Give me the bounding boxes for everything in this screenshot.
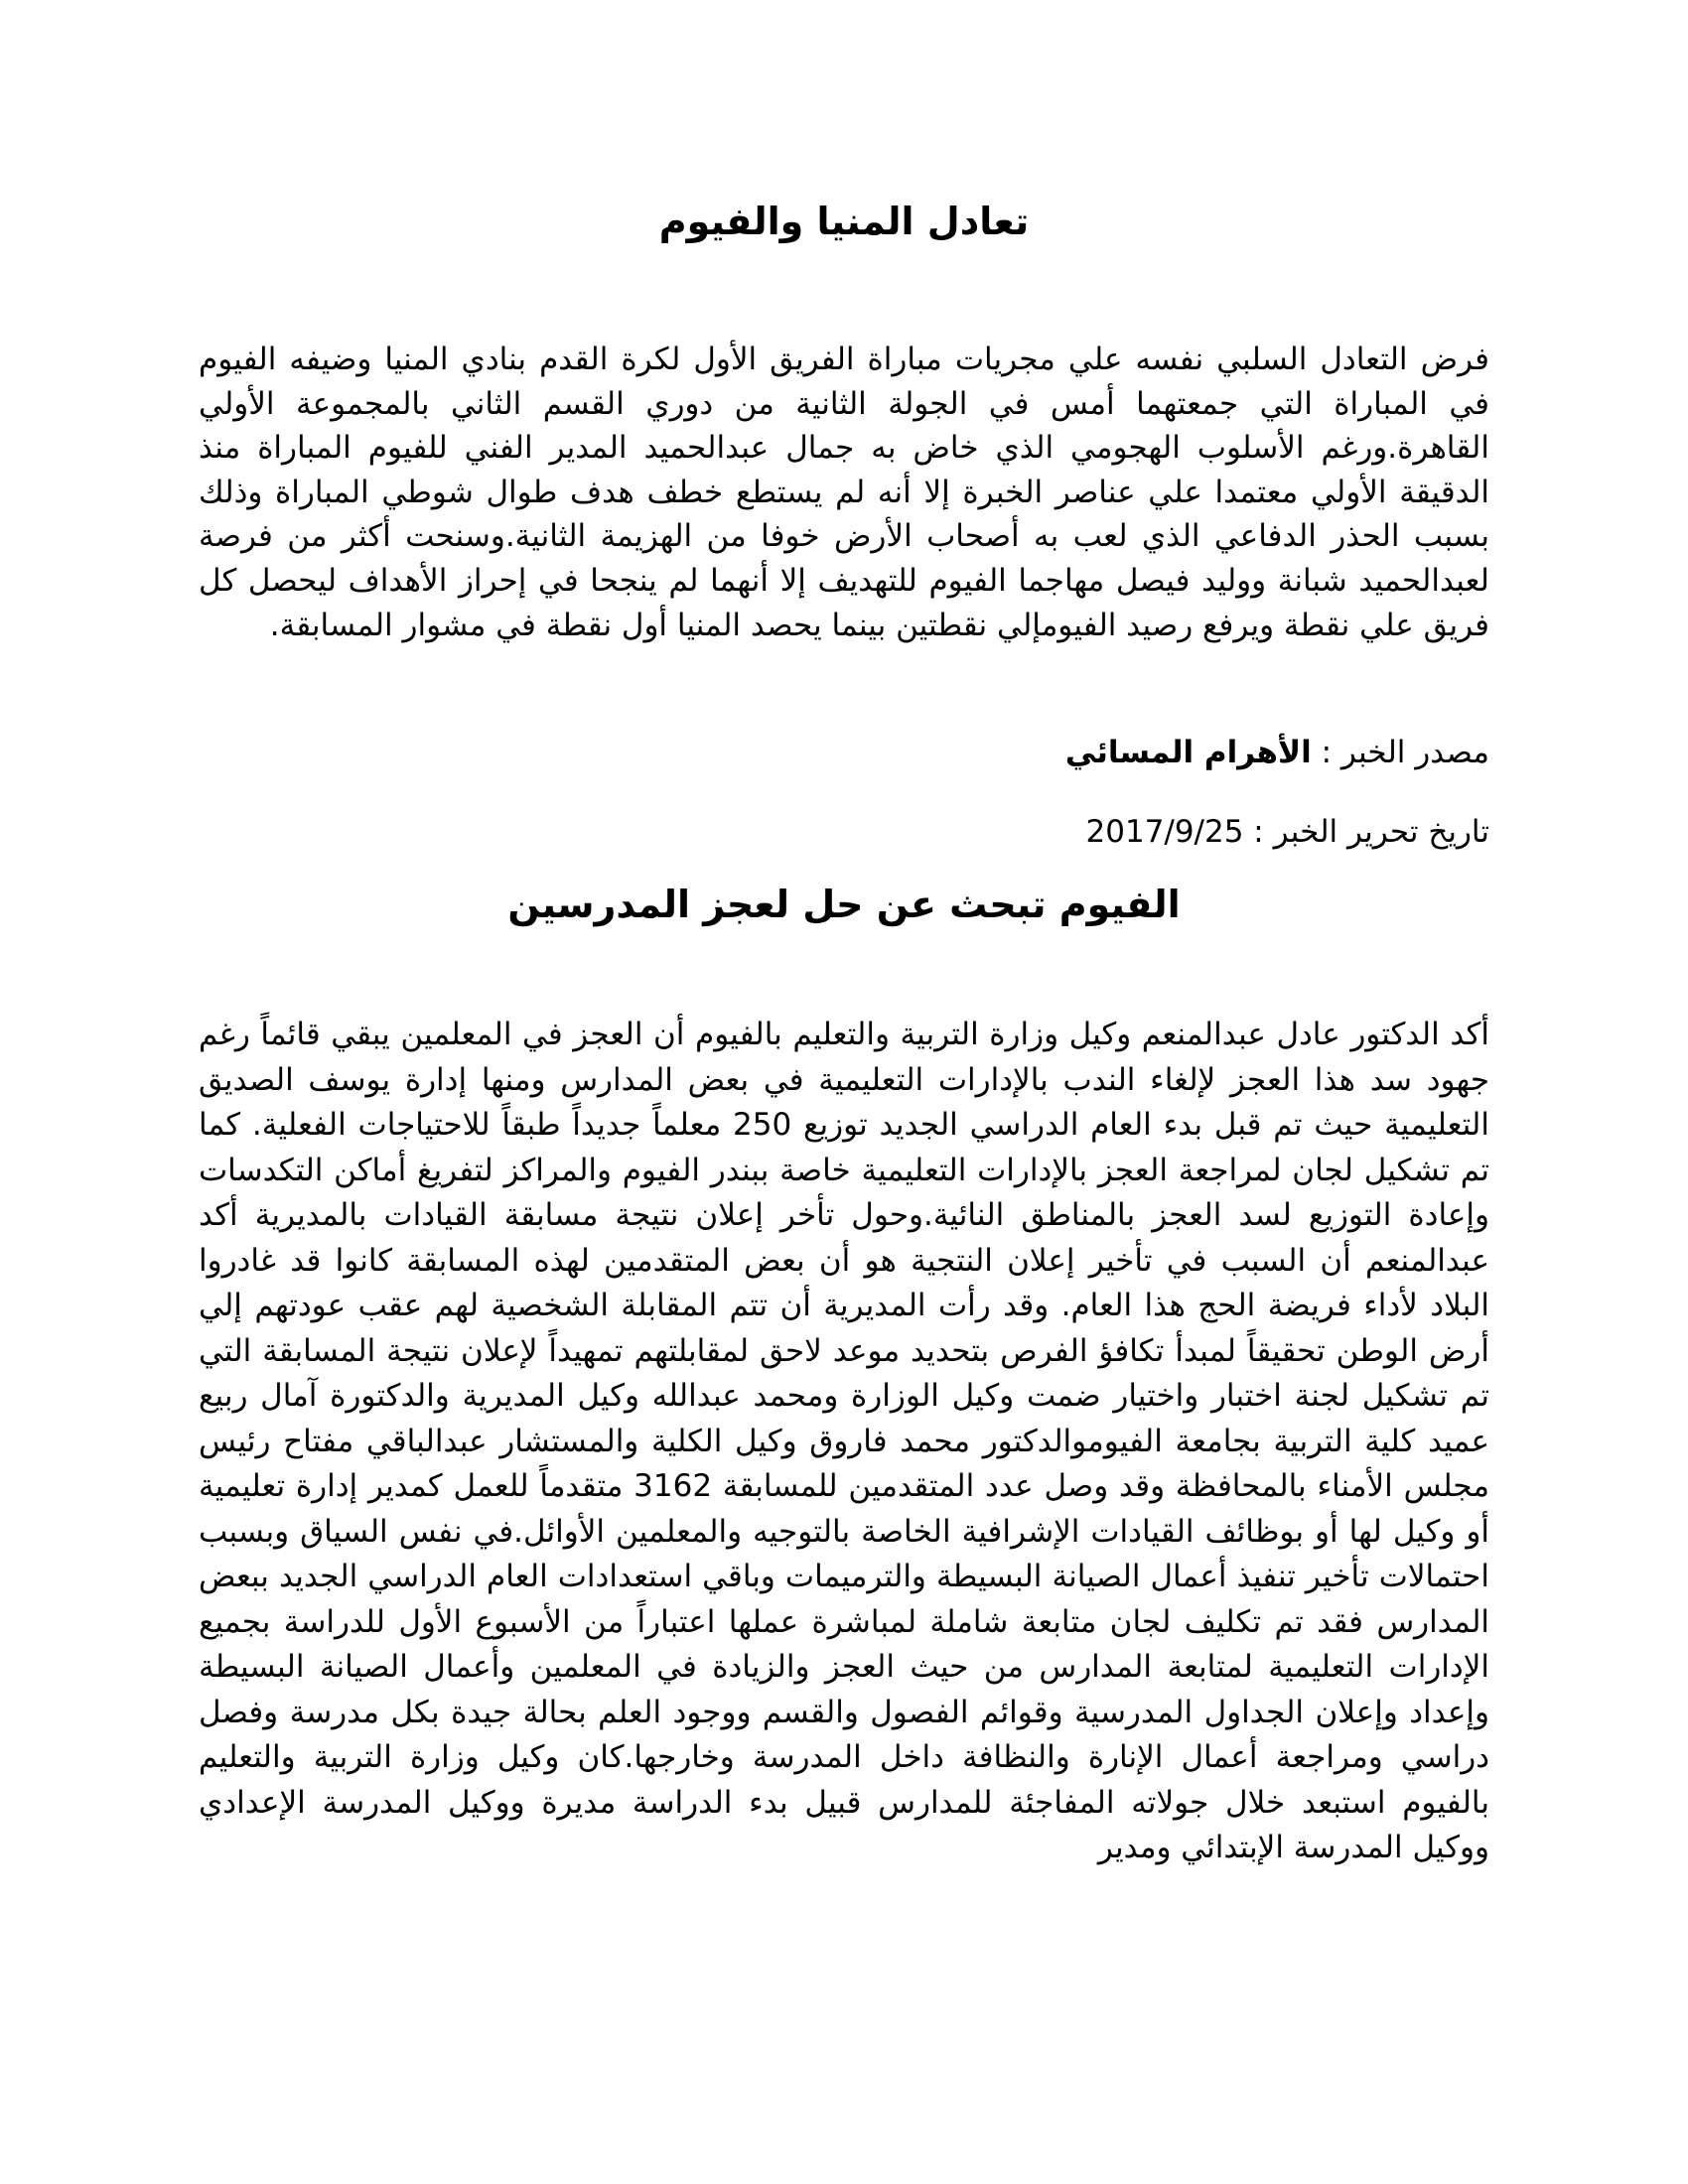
- source-value: الأهرام المسائي: [1064, 735, 1312, 770]
- date-value: 2017/9/25: [1085, 814, 1244, 850]
- article-1-date: [199, 810, 1489, 854]
- source-label: مصدر الخبر :: [1311, 735, 1489, 770]
- article-1-body: فرض التعادل السلبي نفسه علي مجريات مباراة الفريق الأول لكرة القدم بنادي المنيا وضيفه الفيوم في المباراة التي جمعتهما أمس في الجولة الثانية من دوري القسم الثاني بالمجموعة الأولي القاهرة.ورغم الأسلوب الهجومي الذي خاض به جمال عبدالحميد المدير الفني للفيوم المباراة منذ الدقيقة الأولي معتمدا علي عناصر الخبرة إلا أنه لم يستطع خطف هدف طوال شوطي المباراة وذلك بسبب الحذر الدفاعي الذي لعب به أصحاب الأرض خوفا من الهزيمة الثانية.وسنحت أكثر من فرصة لعبدالحميد شبانة ووليد فيصل مهاجما الفيوم للتهديف إلا أنهما لم ينجحا في إحراز الأهداف ليحصل كل فريق علي نقطة ويرفع رصيد الفيومإلي نقطتين بينما يحصد المنيا أول نقطة في مشوار المسابقة.: [199, 341, 1489, 643]
- article-2-title: الفيوم تبحث عن حل لعجز المدرسين: [507, 883, 1181, 926]
- article-2-body: أكد الدكتور عادل عبدالمنعم وكيل وزارة التربية والتعليم بالفيوم أن العجز في المعلمين يبقي قائماً رغم جهود سد هذا العجز لإلغاء الندب بالإدارات التعليمية في بعض المدارس ومنها إدارة يوسف الصديق التعليمية حيث تم قبل بدء العام الدراسي الجديد توزيع 250 معلماً جديداً طبقاً للاحتياجات الفعلية. كما تم تشكيل لجان لمراجعة العجز بالإدارات التعليمية خاصة ببندر الفيوم والمراكز لتفريغ أماكن التكدسات وإعادة التوزيع لسد العجز بالمناطق النائية.وحول تأخر إعلان نتيجة مسابقة القيادات بالمديرية أكد عبدالمنعم أن السبب في تأخير إعلان النتجية هو أن بعض المتقدمين لهذه المسابقة كانوا قد غادروا البلاد لأداء فريضة الحج هذا العام. وقد رأت المديرية أن تتم المقابلة الشخصية لهم عقب عودتهم إلي أرض الوطن تحقيقاً لمبدأ تكافؤ الفرص بتحديد موعد لاحق لمقابلتهم تمهيداً لإعلان نتيجة المسابقة التي تم تشكيل لجنة اختبار واختيار ضمت وكيل الوزارة ومحمد عبدالله وكيل المديرية والدكتورة آمال ربيع عميد كلية التربية بجامعة الفيوموالدكتور محمد فاروق وكيل الكلية والمستشار عبدالباقي مفتاح رئيس مجلس الأمناء بالمحافظة وقد وصل عدد المتقدمين للمسابقة 3162 متقدماً للعمل كمدير إدارة تعليمية أو وكيل لها أو بوظائف القيادات الإشرافية الخاصة بالتوجيه والمعلمين الأوائل.في نفس السياق وبسبب احتمالات تأخير تنفيذ أعمال الصيانة البسيطة والترميمات وباقي استعدادات العام الدراسي الجديد ببعض المدارس فقد تم تكليف لجان متابعة شاملة لمباشرة عملها اعتباراً من الأسبوع الأول للدراسة بجميع الإدارات التعليمية لمتابعة المدارس من حيث العجز والزيادة في المعلمين وأعمال الصيانة البسيطة وإعداد وإعلان الجداول المدرسية وقوائم الفصول والقسم ووجود العلم بحالة جيدة بكل مدرسة وفصل دراسي ومراجعة أعمال الإنارة والنظافة داخل المدرسة وخارجها.كان وكيل وزارة التربية والتعليم بالفيوم استبعد خلال جولاته المفاجئة للمدارس قبيل بدء الدراسة مديرة ووكيل المدرسة الإعدادي ووكيل المدرسة الإبتدائي ومدير: [199, 1017, 1490, 1865]
- article-1-source: [199, 731, 1489, 774]
- article-1-title: تعادل المنيا والفيوم: [658, 200, 1030, 243]
- date-label: تاريخ تحرير الخبر :: [1243, 814, 1489, 850]
